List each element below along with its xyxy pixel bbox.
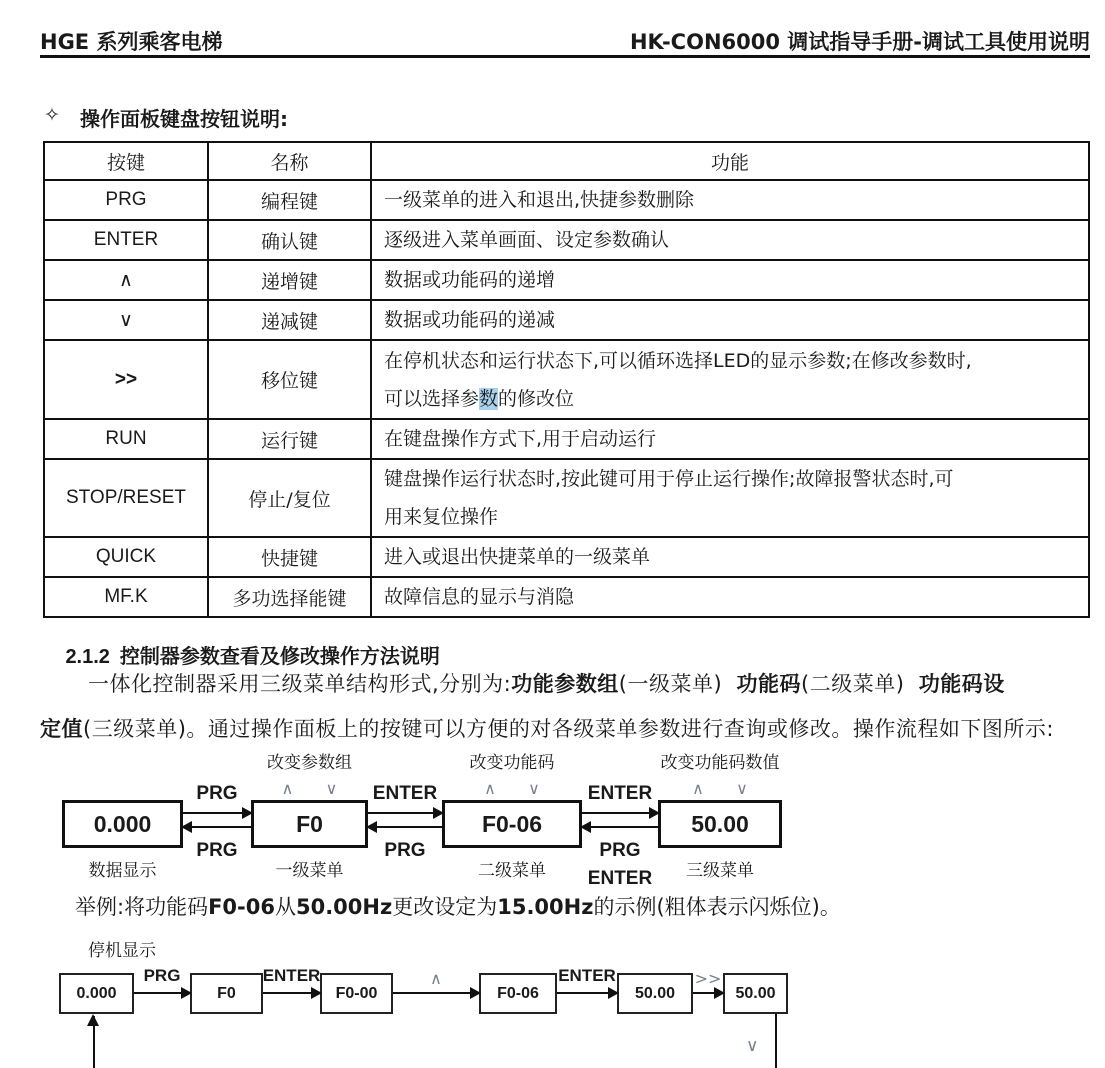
flow-box: 0.000 <box>62 800 183 848</box>
transition-label: PRG <box>384 840 426 861</box>
flow-box: F0-06 <box>479 973 557 1014</box>
key-cell: PRG <box>44 180 208 220</box>
change-label: 改变功能码数值 <box>660 753 780 773</box>
key-cell: QUICK <box>44 537 208 577</box>
flow-arrow <box>557 992 617 994</box>
keys-table <box>43 141 1090 618</box>
flow-arrow <box>393 992 479 994</box>
function-line: 键盘操作运行状态时,按此键可用于停止运行操作;故障报警状态时,可 <box>384 468 954 490</box>
function-cell <box>371 300 1089 340</box>
flow-box: 0.000 <box>59 973 134 1014</box>
function-cell <box>371 537 1089 577</box>
function-cell <box>371 459 1089 537</box>
stop-display-label: 停机显示 <box>88 941 156 961</box>
continuation-line <box>775 1014 777 1068</box>
change-label: 改变参数组 <box>267 753 352 773</box>
backward-arrow <box>368 826 442 828</box>
table-row <box>44 577 1089 617</box>
column-header: 名称 <box>208 142 371 180</box>
arrow-label: ENTER <box>558 966 616 985</box>
column-header: 按键 <box>44 142 208 180</box>
name-cell: 递增键 <box>208 260 371 300</box>
transition-label: PRG <box>196 783 238 804</box>
flow-box: 50.00 <box>658 800 782 848</box>
transition-label: ENTER <box>587 783 653 804</box>
function-line: 在停机状态和运行状态下,可以循环选择LED的显示参数;在修改参数时, <box>384 349 972 372</box>
transition-label: PRG <box>196 840 238 861</box>
function-line: 在键盘操作方式下,用于启动运行 <box>384 428 657 450</box>
function-line: 用来复位操作 <box>384 506 499 528</box>
table-row <box>44 220 1089 260</box>
transition-label: ENTER <box>372 783 438 804</box>
diamond-bullet-icon: ✧ <box>44 104 60 126</box>
section-heading-number: 2.1.2 <box>65 646 110 668</box>
transition-label: ENTER <box>587 868 653 889</box>
name-cell: 确认键 <box>208 220 371 260</box>
up-icon: ∧ <box>484 779 496 798</box>
flow-box: 50.00 <box>723 973 788 1014</box>
box-caption: 二级菜单 <box>478 861 546 881</box>
key-cell: ENTER <box>44 220 208 260</box>
table-row <box>44 300 1089 340</box>
key-cell: MF.K <box>44 577 208 617</box>
backward-arrow <box>582 826 658 828</box>
arrow-label: PRG <box>143 966 181 985</box>
flow-box: F0 <box>190 973 263 1014</box>
column-header: 功能 <box>371 142 1089 180</box>
flow-box: F0-00 <box>320 973 393 1014</box>
function-cell <box>371 340 1089 419</box>
function-line: 数据或功能码的递减 <box>384 309 556 331</box>
function-cell <box>371 577 1089 617</box>
box-caption: 三级菜单 <box>686 861 754 881</box>
down-icon: ∨ <box>325 779 338 798</box>
selection-highlight: 数 <box>479 387 499 410</box>
table-row <box>44 260 1089 300</box>
up-icon: ∧ <box>692 779 704 798</box>
header-rule <box>40 55 1090 58</box>
keys-section-title: 操作面板键盘按钮说明: <box>80 107 288 131</box>
down-icon: ∨ <box>746 1036 759 1056</box>
table-row <box>44 180 1089 220</box>
table-row <box>44 537 1089 577</box>
function-line: 进入或退出快捷菜单的一级菜单 <box>384 546 651 568</box>
key-cell: RUN <box>44 419 208 459</box>
change-label: 改变功能码 <box>469 753 555 773</box>
table-row <box>44 459 1089 537</box>
name-cell: 快捷键 <box>208 537 371 577</box>
return-arrow <box>93 1016 95 1068</box>
flow-arrow <box>693 992 723 994</box>
key-cell: >> <box>44 340 208 419</box>
key-cell: ∨ <box>44 300 208 340</box>
forward-arrow <box>582 812 658 814</box>
forward-arrow <box>368 812 442 814</box>
function-line: 一级菜单的进入和退出,快捷参数删除 <box>384 189 695 211</box>
down-icon: ∨ <box>736 779 748 798</box>
box-caption: 一级菜单 <box>275 861 344 881</box>
box-caption: 数据显示 <box>88 861 157 881</box>
forward-arrow <box>183 812 251 814</box>
name-cell: 编程键 <box>208 180 371 220</box>
function-line: 故障信息的显示与消隐 <box>384 586 575 608</box>
function-cell <box>371 419 1089 459</box>
arrow-label: >> <box>694 969 722 988</box>
down-icon: ∨ <box>528 779 540 798</box>
name-cell: 移位键 <box>208 340 371 419</box>
name-cell: 运行键 <box>208 419 371 459</box>
flow-box: F0-06 <box>442 800 582 848</box>
menu-paragraph-line-1: 一体化控制器采用三级菜单结构形式,分别为:功能参数组(一级菜单) 功能码(二级菜单) 功能码设 <box>88 672 1005 696</box>
flow-box: 50.00 <box>617 973 693 1014</box>
transition-label: PRG <box>599 840 641 861</box>
backward-arrow <box>183 826 251 828</box>
function-cell <box>371 220 1089 260</box>
menu-paragraph-line-2: 定值(三级菜单)。通过操作面板上的按键可以方便的对各级菜单参数进行查询或修改。操作流程如下图所示: <box>40 717 1054 741</box>
up-icon: ∧ <box>281 779 294 798</box>
table-row <box>44 419 1089 459</box>
function-line: 逐级进入菜单画面、设定参数确认 <box>384 229 670 251</box>
flow-arrow <box>263 992 320 994</box>
example-caption: 举例:将功能码F0-06从50.00Hz更改设定为15.00Hz的示例(粗体表示闪烁位)。 <box>75 895 841 919</box>
header-left: HGE 系列乘客电梯 <box>40 30 223 54</box>
key-cell: STOP/RESET <box>44 459 208 537</box>
function-cell <box>371 180 1089 220</box>
name-cell: 递减键 <box>208 300 371 340</box>
function-line: 数据或功能码的递增 <box>384 269 556 291</box>
section-heading-title: 控制器参数查看及修改操作方法说明 <box>119 644 440 668</box>
flow-box: F0 <box>251 800 368 848</box>
header-right: HK-CON6000 调试指导手册-调试工具使用说明 <box>629 30 1090 54</box>
function-cell <box>371 260 1089 300</box>
function-line: 可以选择参数的修改位 <box>384 387 575 410</box>
key-cell: ∧ <box>44 260 208 300</box>
table-row <box>44 340 1089 419</box>
arrow-label: ENTER <box>262 966 321 985</box>
name-cell: 多功选择能键 <box>208 577 371 617</box>
name-cell: 停止/复位 <box>208 459 371 537</box>
flow-arrow <box>134 992 190 994</box>
arrow-label: ∧ <box>430 969 442 988</box>
